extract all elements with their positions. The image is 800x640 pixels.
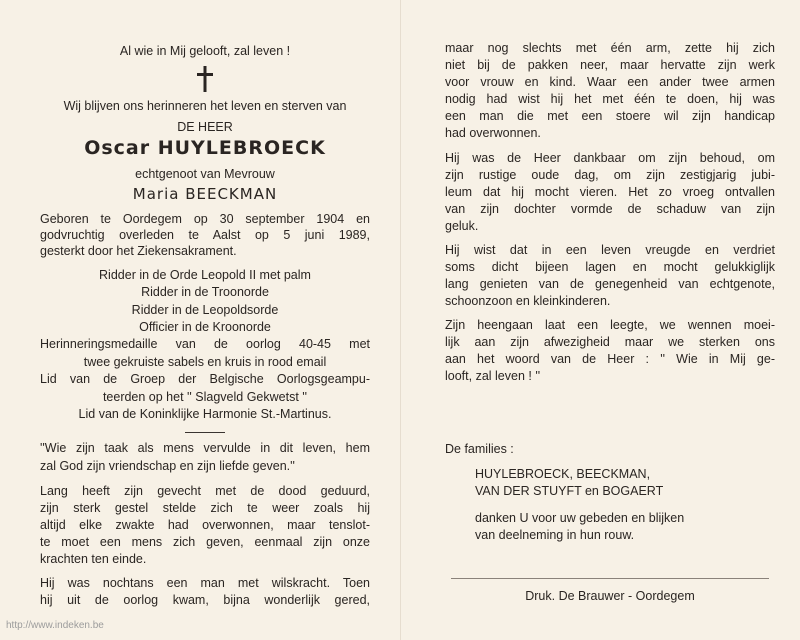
honorific: DE HEER (177, 120, 233, 134)
quote-line: zal God zijn vriendschap en zijn liefde geven.'' (40, 459, 295, 473)
paragraph-line: Hij was de Heer dankbaar om zijn behoud, om (445, 151, 775, 165)
honor-line: Herinneringsmedaille van de oorlog 40-45 met (40, 337, 370, 351)
paragraph-line: maar nog slechts met één arm, zette hij zich (445, 41, 775, 55)
families-intro: De families : (445, 442, 514, 456)
paragraph-line: aan het woord van de Heer : '' Wie in Mij ge- (445, 352, 775, 366)
paragraph-line: soms dicht bijeen lagen en mocht gelukkiglijk (445, 260, 775, 274)
quote-line: ''Wie zijn taak als mens vervulde in dit leven, hem (40, 441, 370, 455)
thanks-line: van deelneming in hun rouw. (475, 528, 635, 542)
paragraph-line: schoonzoon en kleinkinderen. (445, 294, 611, 308)
printer-rule (451, 578, 769, 579)
honor-line: teerden op het '' Slagveld Gekwetst '' (102, 390, 308, 404)
paragraph-line: lijk aan zijn afwezigheid maar we sterken ons (445, 335, 775, 349)
paragraph-line: geluk. (445, 219, 479, 233)
paragraph-line: een man die met een stoere wil zijn handicap (445, 109, 775, 123)
paragraph-line: voor vrouw en kind. Waar een ander twee armen (445, 75, 775, 89)
paragraph-line: looft, zal leven ! '' (445, 369, 541, 383)
paragraph-line: Lang heeft zijn gevecht met de dood geduurd, (40, 484, 370, 498)
paragraph-line: zijn rustige oude dag, om zijn zestigjarig jubi- (445, 168, 775, 182)
motto: Al wie in Mij gelooft, zal leven ! (119, 44, 291, 58)
honor-line: Lid van de Groep der Belgische Oorlogsgeampu- (40, 372, 370, 386)
family-names: VAN DER STUYFT en BOGAERT (475, 484, 664, 498)
divider (185, 432, 225, 433)
paragraph-line: niet bij de pakken neer, maar hervatte zijn werk (445, 58, 775, 72)
printer-credit: Druk. De Brauwer - Oordegem (525, 589, 695, 603)
birth-line: gesterkt door het Ziekensakrament. (40, 244, 237, 258)
cross-icon (196, 66, 214, 92)
deceased-name: Oscar HUYLEBROECK (84, 137, 326, 159)
family-names: HUYLEBROECK, BEECKMAN, (475, 467, 651, 481)
paragraph-line: altijd elke zwakte had overwonnen, maar tenslot- (40, 518, 370, 532)
thanks-line: danken U voor uw gebeden en blijken (475, 511, 685, 525)
honor-line: Officier in de Kroonorde (139, 320, 271, 334)
honor-line: twee gekruiste sabels en kruis in rood email (83, 355, 327, 369)
paragraph-line: hij uit de oorlog kwam, bijna wonderlijk gered, (40, 593, 370, 607)
honor-line: Ridder in de Leopoldsorde (131, 303, 279, 317)
birth-line: Geboren te Oordegem op 30 september 1904 en (40, 212, 370, 226)
paragraph-line: zijn sterk gestel stelde zich te weer zoals hij (40, 501, 370, 515)
paragraph-line: te moet een mens zich geven, eenmaal zijn onze (40, 535, 370, 549)
paragraph-line: lang genieten van de genegenheid van echtgenote, (445, 277, 775, 291)
honor-line: Ridder in de Orde Leopold II met palm (99, 268, 311, 282)
paragraph-line: leum dat hij mocht vieren. Het zo vroeg ontvallen (445, 185, 775, 199)
paragraph-line: Zijn heengaan laat een leegte, we wennen moei- (445, 318, 775, 332)
honor-line: Ridder in de Troonorde (141, 285, 269, 299)
paragraph-line: had overwonnen. (445, 126, 541, 140)
paragraph-line: Hij was nochtans een man met wilskracht. Toen (40, 576, 370, 590)
birth-line: godvruchtig overleden te Aalst op 5 juni 1989, (40, 228, 370, 242)
honor-line: Lid van de Koninklijke Harmonie St.-Martinus. (78, 407, 332, 421)
intro-line: Wij blijven ons herinneren het leven en sterven van (63, 99, 347, 113)
paragraph-line: krachten ten einde. (40, 552, 147, 566)
paragraph-line: nodig had wist hij het met één te doen, hij was (445, 92, 775, 106)
paragraph-line: van zijn dochter vormde de schaduw van zijn (445, 202, 775, 216)
spouse-intro: echtgenoot van Mevrouw (135, 167, 275, 181)
watermark: http://www.indeken.be (6, 620, 104, 631)
paragraph-line: Hij wist dat in een leven vreugde en verdriet (445, 243, 775, 257)
spouse-name: Maria BEECKMAN (132, 185, 278, 203)
card-fold (400, 0, 401, 640)
